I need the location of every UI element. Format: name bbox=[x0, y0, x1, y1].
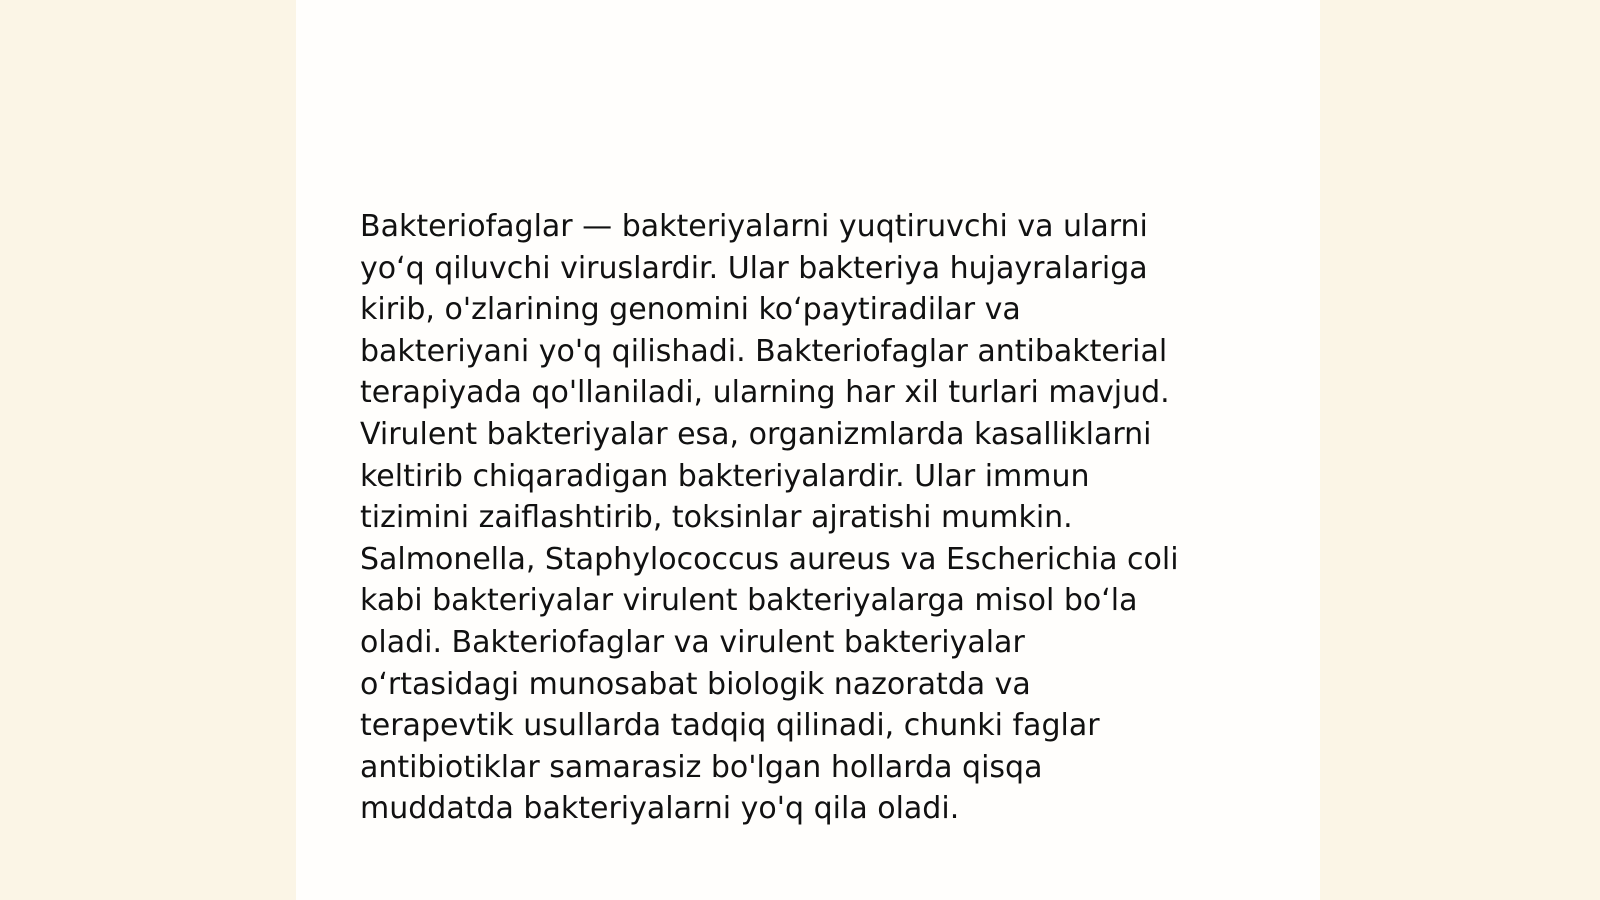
text-line: o‘rtasidagi munosabat biologik nazoratda va bbox=[360, 666, 1031, 702]
text-line: oladi. Bakteriofaglar va virulent bakteriyalar bbox=[360, 624, 1025, 660]
text-line: terapiyada qo'llaniladi, ularning har xil turlari mavjud. bbox=[360, 375, 1170, 411]
text-line: keltirib chiqaradigan bakteriyalardir. Ular immun bbox=[360, 458, 1090, 494]
text-line: muddatda bakteriyalarni yo'q qila oladi. bbox=[360, 791, 960, 827]
text-line: terapevtik usullarda tadqiq qilinadi, chunki faglar bbox=[360, 708, 1100, 744]
text-line: tizimini zaiflashtirib, toksinlar ajratishi mumkin. bbox=[360, 500, 1073, 536]
text-line: yo‘q qiluvchi viruslardir. Ular bakteriya hujayralariga bbox=[360, 250, 1148, 286]
text-line: Bakteriofaglar — bakteriyalarni yuqtiruvchi va ularni bbox=[360, 209, 1148, 244]
body-paragraph bbox=[360, 206, 1260, 830]
document-page bbox=[296, 0, 1320, 900]
text-line: antibiotiklar samarasiz bo'lgan hollarda qisqa bbox=[360, 749, 1043, 785]
text-line: kirib, o'zlarining genomini ko‘paytiradilar va bbox=[360, 292, 1021, 328]
text-line: Salmonella, Staphylococcus aureus va Escherichia coli bbox=[360, 541, 1179, 577]
text-line: Virulent bakteriyalar esa, organizmlarda kasalliklarni bbox=[360, 416, 1152, 452]
text-line: bakteriyani yo'q qilishadi. Bakteriofaglar antibakterial bbox=[360, 333, 1168, 369]
text-line: kabi bakteriyalar virulent bakteriyalarga misol bo‘la bbox=[360, 583, 1138, 619]
